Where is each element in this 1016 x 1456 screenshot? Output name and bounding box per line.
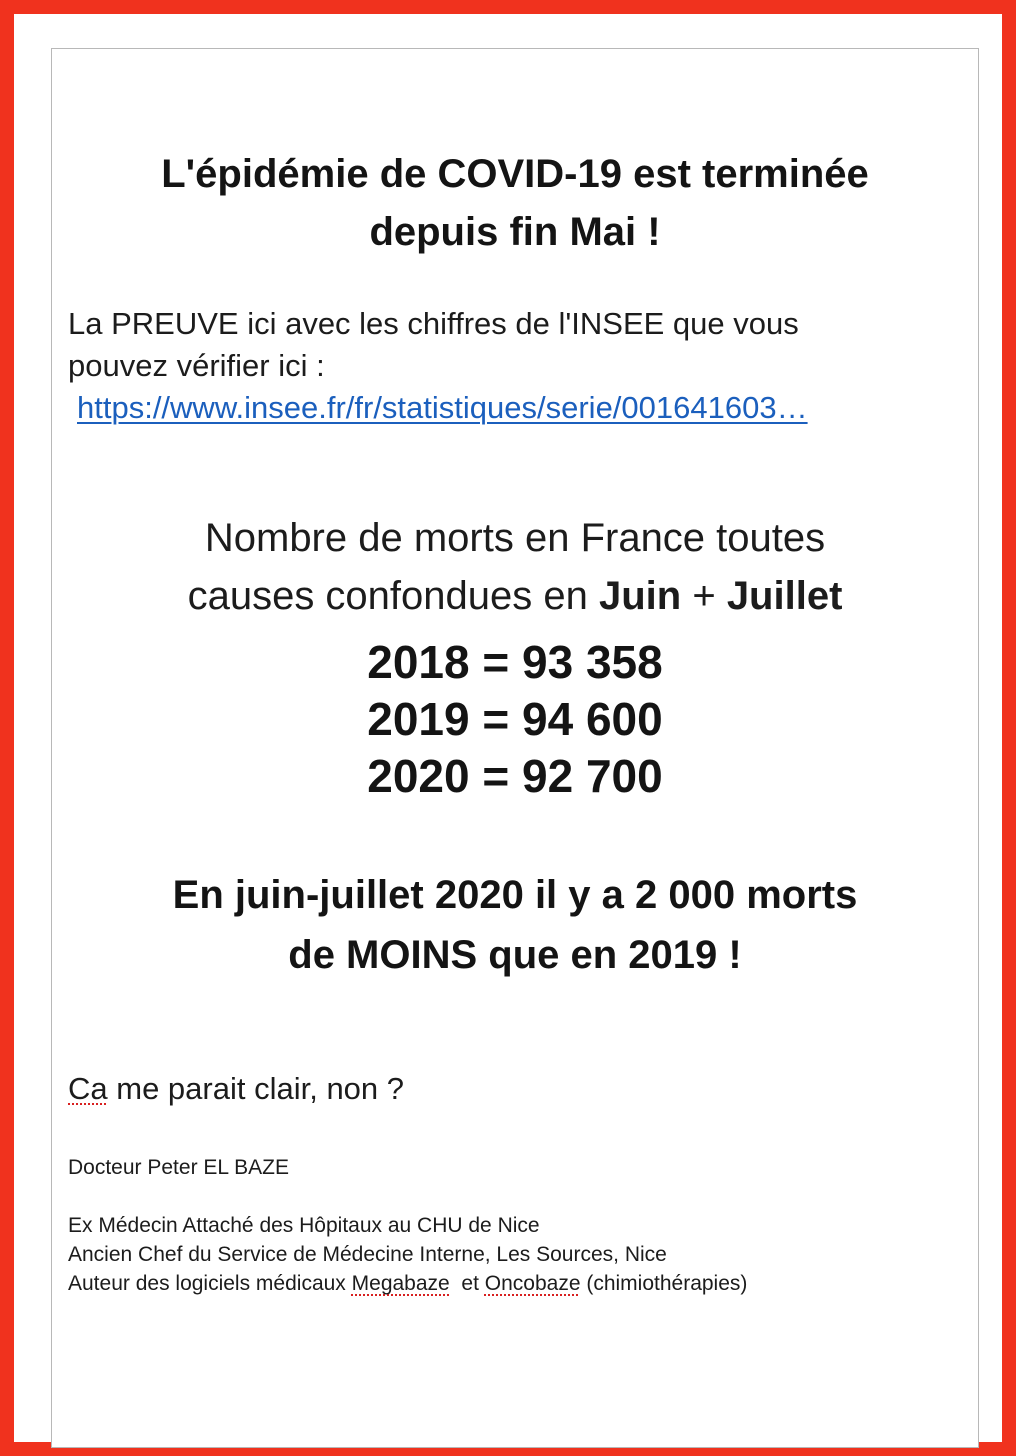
document-page [51,48,979,1448]
credential-line-2: Ancien Chef du Service de Médecine Interne, Les Sources, Nice [68,1243,667,1266]
conclusion-line-1: En juin-juillet 2020 il y a 2 000 morts [172,873,858,917]
conclusion [52,865,978,985]
deaths-heading [52,509,978,625]
spellcheck-word-oncobaze: Oncobaze [484,1272,581,1295]
plus-sign: + [681,574,727,618]
title-line-1: L'épidémie de COVID-19 est terminée [161,152,869,196]
intro-line-2: pouvez vérifier ici : [68,348,325,383]
stat-2020: 2020 = 92 700 [367,750,663,802]
credential-line-1: Ex Médecin Attaché des Hôpitaux au CHU de Nice [68,1214,540,1237]
juillet-label: Juillet [726,574,843,618]
deaths-heading-prefix: causes confondues en [187,574,599,618]
intro-line-1: La PREUVE ici avec les chiffres de l'INSEE que vous [68,306,799,341]
spellcheck-word-ca: Ca [68,1071,108,1106]
stat-2019: 2019 = 94 600 [367,693,663,745]
closing-question [68,1069,404,1109]
credential-line-3-a: Auteur des logiciels médicaux [68,1272,352,1295]
author-credentials [68,1211,747,1298]
death-statistics [52,634,978,805]
credential-line-3-c: (chimiothérapies) [580,1272,748,1295]
spellcheck-word-megabaze: Megabaze [351,1272,450,1295]
juin-label: Juin [598,574,682,618]
conclusion-line-2: de MOINS que en 2019 ! [288,933,742,977]
title-line-2: depuis fin Mai ! [369,210,661,254]
stat-2018: 2018 = 93 358 [367,636,663,688]
intro-paragraph [68,303,948,429]
credential-line-3 [68,1269,747,1298]
closing-question-rest: me parait clair, non ? [107,1071,405,1106]
credential-line-3-b: et [449,1272,485,1295]
deaths-heading-line-1: Nombre de morts en France toutes [204,516,826,560]
deaths-heading-line-2 [52,567,978,625]
page-title [52,145,978,261]
author-signature: Docteur Peter EL BAZE [68,1156,289,1179]
insee-link[interactable]: https://www.insee.fr/fr/statistiques/serie/001641603… [77,390,808,425]
